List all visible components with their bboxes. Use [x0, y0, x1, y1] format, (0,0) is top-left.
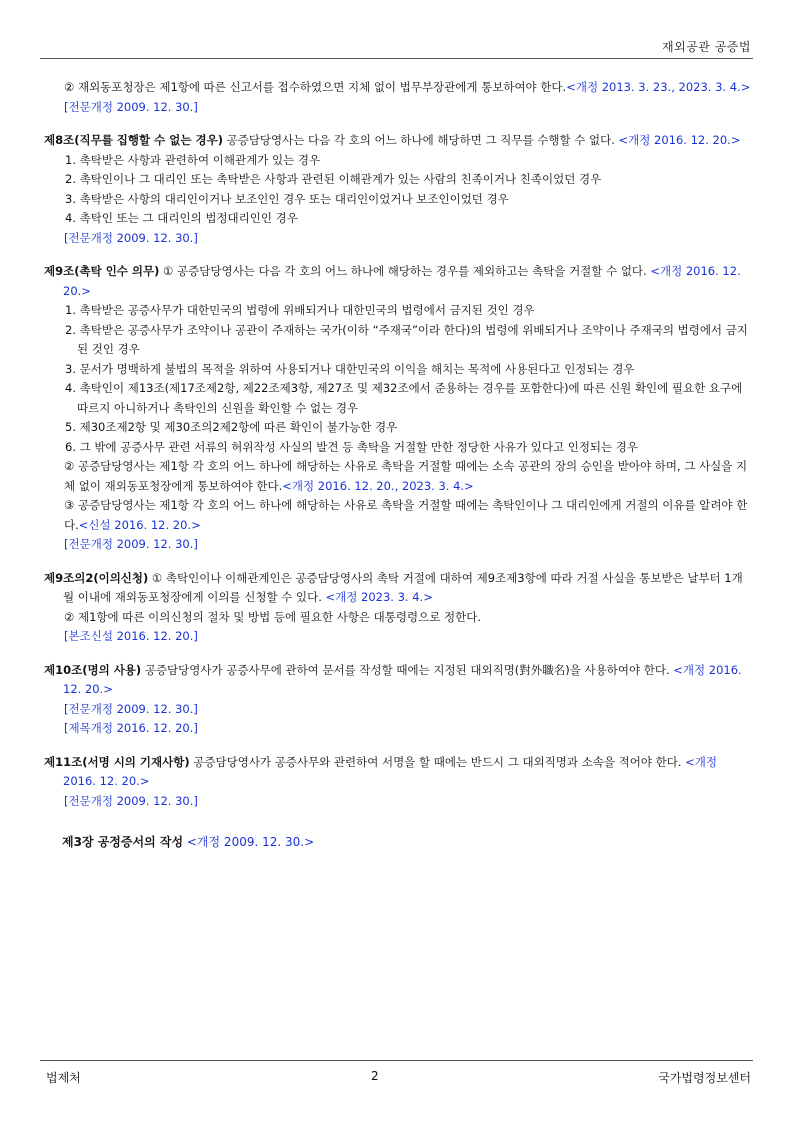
art9-para3-text: ③ 공증담당영사는 제1항 각 호의 어느 하나에 해당하는 사유로 촉탁을 거절할 때에는 촉탁인이나 그 대리인에게 거절의 이유를 알려야 한다. — [64, 498, 748, 532]
art7-paragraph-2 — [44, 78, 753, 98]
art8-note: [전문개정 2009. 12. 30.] — [64, 230, 198, 245]
art9-2-note: [본조신설 2016. 12. 20.] — [64, 629, 198, 643]
document-body — [44, 78, 753, 853]
art8-item-2: 2. 촉탁인이나 그 대리인 또는 촉탁받은 사항과 관련된 이해관계가 있는 사람의 친족이거나 친족이었던 경우 — [65, 172, 602, 186]
art9-note: [전문개정 2009. 12. 30.] — [64, 537, 198, 551]
art9-title: 제9조(촉탁 인수 의무) — [44, 264, 160, 278]
art9-item-3: 3. 문서가 명백하게 불법의 목적을 위하여 사용되거나 대한민국의 이익을 해치는 목적에 사용된다고 인정되는 경우 — [65, 361, 635, 376]
art9-amend: <개정 2016. 12. 20.> — [63, 264, 741, 298]
art7-para2-amend: <개정 2013. 3. 23., 2023. 3. 4.> — [566, 80, 751, 94]
art7-note: [전문개정 2009. 12. 30.] — [64, 99, 198, 114]
art8-item-3: 3. 촉탁받은 사항의 대리인이거나 보조인인 경우 또는 대리인이었거나 보조인이었던 경우 — [65, 191, 509, 206]
art9-body: ① 공증담당영사는 다음 각 호의 어느 하나에 해당하는 경우를 제외하고는 촉탁을 거절할 수 없다. — [159, 264, 651, 278]
art8-item-4: 4. 촉탁인 또는 그 대리인의 법정대리인인 경우 — [65, 211, 298, 225]
art10-title: 제10조(명의 사용) — [44, 662, 142, 677]
art9-item-6: 6. 그 밖에 공증사무 관련 서류의 허위작성 사실의 발견 등 촉탁을 거절할 만한 정당한 사유가 있다고 인정되는 경우 — [65, 439, 639, 454]
footer-divider — [40, 1060, 753, 1061]
art10-note-1: [전문개정 2009. 12. 30.] — [64, 701, 198, 716]
art9-heading-paragraph — [44, 262, 753, 301]
footer-source: 국가법령정보센터 — [658, 1071, 751, 1085]
art11-heading-paragraph — [44, 753, 753, 792]
chapter-3-amend: <개정 2009. 12. 30.> — [186, 835, 315, 849]
art8-body: 공증담당영사는 다음 각 호의 어느 하나에 해당하면 그 직무를 수행할 수 없다. — [222, 133, 619, 147]
footer-page-number: 2 — [371, 1069, 379, 1083]
art11-note: [전문개정 2009. 12. 30.] — [64, 793, 198, 808]
footer-publisher: 법제처 — [46, 1071, 81, 1085]
header-divider — [40, 58, 753, 59]
art9-item-4: 4. 촉탁인이 제13조(제17조제2항, 제22조제3항, 제27조 및 제32조에서 준용하는 경우를 포함한다)에 따른 신원 확인에 필요한 요구에 따르지 아니하거나 촉탁인의 신원을 확인할 수 없는 경우 — [65, 381, 743, 415]
art8-title: 제8조(직무를 집행할 수 없는 경우) — [44, 133, 223, 147]
art10-note-2: [제목개정 2016. 12. 20.] — [64, 721, 198, 735]
chapter-3-heading — [44, 833, 753, 853]
art9-paragraph-2 — [44, 457, 753, 496]
art8-heading-paragraph — [44, 131, 753, 151]
art10-amend: <개정 2016. 12. 20.> — [63, 662, 742, 696]
art9-paragraph-3 — [44, 496, 753, 535]
art9-2-amend: <개정 2023. 3. 4.> — [325, 590, 433, 604]
art9-2-heading-paragraph — [44, 569, 753, 608]
art7-para2-text: ② 재외동포청장은 제1항에 따른 신고서를 접수하였으면 지체 없이 법무부장관에게 통보하여야 한다. — [64, 80, 567, 94]
chapter-3-title: 제3장 공정증서의 작성 — [62, 835, 184, 849]
art9-para3-amend: <신설 2016. 12. 20.> — [78, 517, 201, 532]
art9-para2-amend: <개정 2016. 12. 20., 2023. 3. 4.> — [282, 478, 474, 493]
art9-2-paragraph-2: ② 제1항에 따른 이의신청의 절차 및 방법 등에 필요한 사항은 대통령령으로 정한다. — [64, 609, 481, 624]
art10-heading-paragraph — [44, 661, 753, 700]
art9-item-1: 1. 촉탁받은 공증사무가 대한민국의 법령에 위배되거나 대한민국의 법령에서 금지된 것인 경우 — [65, 303, 535, 317]
art8-amend: <개정 2016. 12. 20.> — [618, 133, 741, 147]
art9-item-5: 5. 제30조제2항 및 제30조의2제2항에 따른 확인이 불가능한 경우 — [65, 420, 398, 434]
document-header-title: 재외공관 공증법 — [662, 40, 751, 54]
art10-body: 공증담당영사가 공증사무에 관하여 문서를 작성할 때에는 지정된 대외직명(對外職名)을 사용하여야 한다. — [141, 662, 674, 677]
art11-title: 제11조(서명 시의 기재사항) — [44, 754, 190, 769]
art8-item-1: 1. 촉탁받은 사항과 관련하여 이해관계가 있는 경우 — [65, 152, 321, 167]
art9-2-title: 제9조의2(이의신청) — [44, 570, 149, 585]
art9-2-body: ① 촉탁인이나 이해관계인은 공증담당영사의 촉탁 거절에 대하여 제9조제3항에 따라 거절 사실을 통보받은 날부터 1개월 이내에 재외동포청장에게 이의를 신청할 수 있다. — [63, 570, 743, 604]
art11-amend: <개정 2016. 12. 20.> — [63, 754, 718, 788]
art9-para2-text: ② 공증담당영사는 제1항 각 호의 어느 하나에 해당하는 사유로 촉탁을 거절할 때에는 소속 공관의 장의 승인을 받아야 하며, 그 사실을 지체 없이 재외동포청장에게 통보하여야 한다. — [64, 459, 748, 493]
art9-item-2: 2. 촉탁받은 공증사무가 조약이나 공관이 주재하는 국가(이하 “주재국”이라 한다)의 법령에 위배되거나 조약이나 주재국의 법령에서 금지된 것인 경우 — [65, 322, 748, 356]
art11-body: 공증담당영사가 공증사무와 관련하여 서명을 할 때에는 반드시 그 대외직명과 소속을 적어야 한다. — [189, 754, 686, 769]
